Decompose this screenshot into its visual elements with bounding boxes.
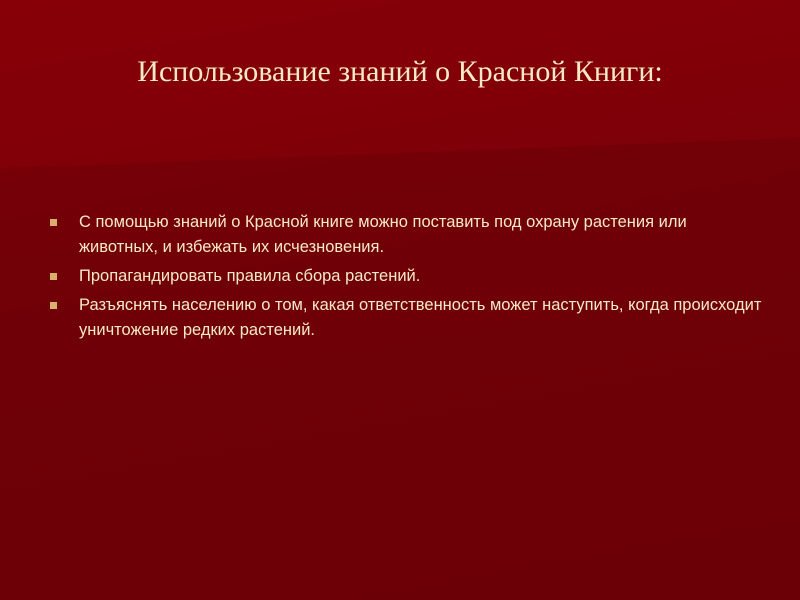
square-bullet-icon [50, 302, 57, 309]
bullet-text: Пропагандировать правила сбора растений. [79, 267, 421, 285]
square-bullet-icon [50, 273, 57, 280]
bullet-list [50, 210, 770, 347]
bullet-text: С помощью знаний о Красной книге можно поставить под охрану растения или животных, и избежать их исчезновения. [79, 213, 687, 256]
square-bullet-icon [50, 219, 57, 226]
bullet-item [50, 293, 770, 343]
slide-title: Использование знаний о Красной Книги: [137, 55, 663, 88]
bullet-item [50, 264, 770, 289]
bullet-text: Разъяснять населению о том, какая ответственность может наступить, когда происходит уничтожение редких растений. [79, 296, 762, 339]
bullet-item [50, 210, 770, 260]
